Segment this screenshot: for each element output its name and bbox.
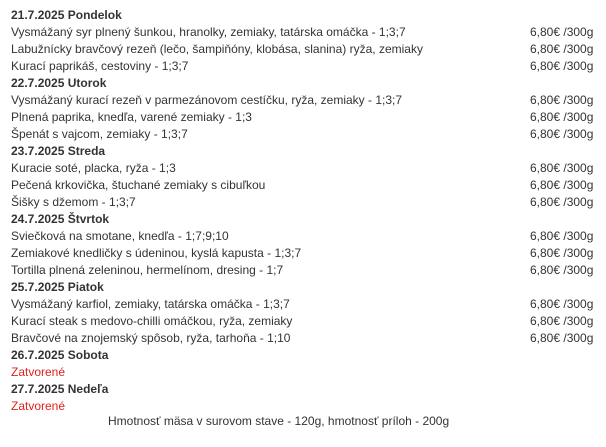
menu-item — [11, 262, 601, 279]
meal-price: 6,80€ /300g — [530, 178, 594, 192]
menu-item — [11, 330, 601, 347]
closed-notice: Zatvorené — [11, 399, 66, 413]
day-name: Štvrtok — [67, 212, 110, 226]
day-name: Piatok — [67, 280, 104, 294]
meal-price: 6,80€ /300g — [530, 229, 594, 243]
meal-name: Tortilla plnená zeleninou, hermelínom, dresing - 1;7 — [11, 263, 284, 277]
day-name: Pondelok — [67, 8, 122, 22]
meal-price: 6,80€ /300g — [530, 42, 594, 56]
day-header-monday — [11, 7, 601, 24]
day-date: 23.7.2025 — [11, 144, 65, 158]
day-date: 21.7.2025 — [11, 8, 65, 22]
day-name: Streda — [67, 144, 106, 158]
weight-note: Hmotnosť mäsa v surovom stave - 120g, hmotnosť príloh - 200g — [108, 414, 450, 428]
meal-price: 6,80€ /300g — [530, 331, 594, 345]
meal-name: Plnená paprika, knedľa, varené zemiaky - 1;3 — [11, 110, 252, 124]
meal-name: Pečená krkovička, štuchané zemiaky s cibuľkou — [11, 178, 266, 192]
menu-item — [11, 228, 601, 245]
menu-item — [11, 245, 601, 262]
meal-name: Kurací steak s medovo-chilli omáčkou, ryža, zemiaky — [11, 314, 293, 328]
meal-name: Vysmážaný kurací rezeň v parmezánovom cestíčku, ryža, zemiaky - 1;3;7 — [11, 93, 403, 107]
meal-price: 6,80€ /300g — [530, 195, 594, 209]
day-date: 25.7.2025 — [11, 280, 65, 294]
day-header-saturday — [11, 347, 601, 364]
menu-item — [11, 24, 601, 41]
meal-price: 6,80€ /300g — [530, 263, 594, 277]
meal-name: Vysmážaný karfiol, zemiaky, tatárska omáčka - 1;3;7 — [11, 297, 290, 311]
day-name: Nedeľa — [67, 382, 109, 396]
menu-item — [11, 41, 601, 58]
meal-name: Vysmážaný syr plnený šunkou, hranolky, zemiaky, tatárska omáčka - 1;3;7 — [11, 25, 406, 39]
day-name: Sobota — [67, 348, 109, 362]
meal-name: Kuracie soté, placka, ryža - 1;3 — [11, 161, 176, 175]
meal-price: 6,80€ /300g — [530, 25, 594, 39]
meal-name: Labužnícky bravčový rezeň (lečo, šampiňóny, klobása, slanina) ryža, zemiaky — [11, 42, 423, 56]
meal-price: 6,80€ /300g — [530, 161, 594, 175]
meal-price: 6,80€ /300g — [530, 297, 594, 311]
menu-item — [11, 58, 601, 75]
menu-item — [11, 177, 601, 194]
meal-name: Sviečková na smotane, knedľa - 1;7;9;10 — [11, 229, 229, 243]
menu-item — [11, 194, 601, 211]
day-date: 24.7.2025 — [11, 212, 65, 226]
meal-price: 6,80€ /300g — [530, 59, 594, 73]
day-date: 27.7.2025 — [11, 382, 65, 396]
meal-name: Špenát s vajcom, zemiaky - 1;3;7 — [11, 127, 188, 141]
meal-name: Bravčové na znojemský spôsob, ryža, tarhoňa - 1;10 — [11, 331, 291, 345]
day-header-friday — [11, 279, 601, 296]
day-header-tuesday — [11, 75, 601, 92]
menu-item — [11, 109, 601, 126]
day-date: 26.7.2025 — [11, 348, 65, 362]
meal-price: 6,80€ /300g — [530, 246, 594, 260]
day-header-thursday — [11, 211, 601, 228]
meal-price: 6,80€ /300g — [530, 314, 594, 328]
menu-item — [11, 92, 601, 109]
day-name: Utorok — [67, 76, 107, 90]
weekly-menu — [11, 7, 601, 415]
meal-name: Zemiakové knedličky s údeninou, kyslá kapusta - 1;3;7 — [11, 246, 302, 260]
menu-item — [11, 160, 601, 177]
day-header-sunday — [11, 381, 601, 398]
closed-notice: Zatvorené — [11, 365, 66, 379]
meal-name: Kurací paprikáš, cestoviny - 1;3;7 — [11, 59, 189, 73]
day-header-wednesday — [11, 143, 601, 160]
meal-price: 6,80€ /300g — [530, 110, 594, 124]
menu-item — [11, 296, 601, 313]
menu-item — [11, 126, 601, 143]
meal-price: 6,80€ /300g — [530, 127, 594, 141]
day-date: 22.7.2025 — [11, 76, 65, 90]
meal-name: Šišky s džemom - 1;3;7 — [11, 195, 136, 209]
menu-item — [11, 313, 601, 330]
meal-price: 6,80€ /300g — [530, 93, 594, 107]
